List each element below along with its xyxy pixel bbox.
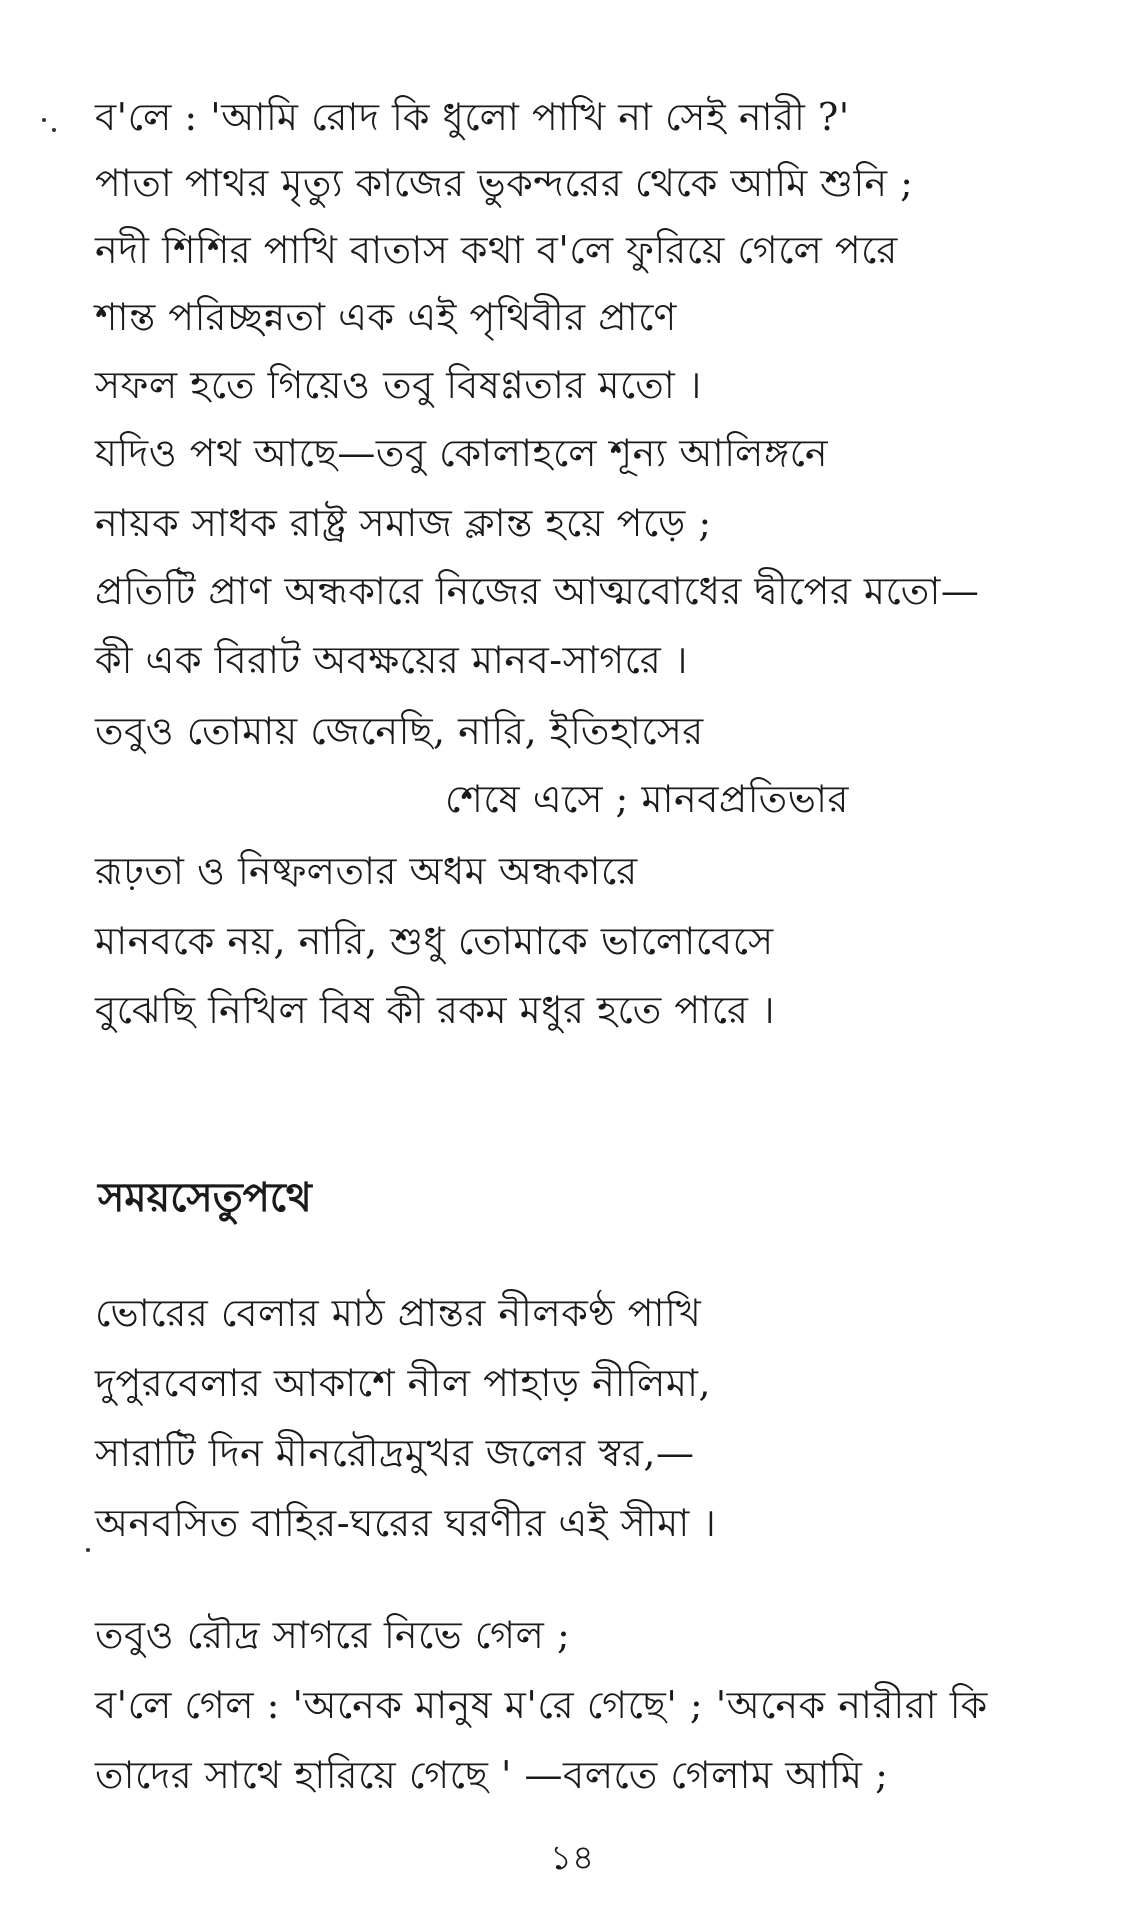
poem-line: ব'লে : 'আমি রোদ কি ধুলো পাখি না সেই নারী ?' xyxy=(95,95,850,139)
print-speck xyxy=(42,118,46,122)
poem-line: তাদের সাথে হারিয়ে গেছে ' —বলতে গেলাম আমি ; xyxy=(95,1753,889,1797)
poem-line: মানবকে নয়, নারি, শুধু তোমাকে ভালোবেসে xyxy=(95,919,774,963)
poem-line: দুপুরবেলার আকাশে নীল পাহাড় নীলিমা, xyxy=(95,1361,712,1405)
poem-line: নদী শিশির পাখি বাতাস কথা ব'লে ফুরিয়ে গেলে পরে xyxy=(95,228,898,272)
poem-line: কী এক বিরাট অবক্ষয়ের মানব-সাগরে । xyxy=(95,638,688,682)
poem-line: ব'লে গেল : 'অনেক মানুষ ম'রে গেছে' ; 'অনেক নারীরা কি xyxy=(95,1683,988,1727)
poem-line: অনবসিত বাহির-ঘরের ঘরণীর এই সীমা । xyxy=(95,1501,717,1545)
poem-line: তবুও রৌদ্র সাগরে নিভে গেল ; xyxy=(95,1613,571,1657)
print-speck xyxy=(86,1548,90,1552)
poem-title: সময়সেতুপথে xyxy=(98,1174,312,1221)
poem-line-indented: শেষে এসে ; মানবপ্রতিভার xyxy=(445,777,849,821)
poem-line: সারাটি দিন মীনরৌদ্রমুখর জলের স্বর,— xyxy=(95,1431,695,1475)
poem-line: তবুও তোমায় জেনেছি, নারি, ইতিহাসের xyxy=(95,709,704,753)
poem-line: সফল হতে গিয়েও তবু বিষণ্ণতার মতো । xyxy=(95,363,702,407)
poem-line: যদিও পথ আছে—তবু কোলাহলে শূন্য আলিঙ্গনে xyxy=(95,431,829,475)
poem-line: পাতা পাথর মৃত্যু কাজের ভুকন্দরের থেকে আমি শুনি ; xyxy=(95,161,914,205)
poem-line: ভোরের বেলার মাঠ প্রান্তর নীলকণ্ঠ পাখি xyxy=(95,1291,702,1335)
poem-line: নায়ক সাধক রাষ্ট্র সমাজ ক্লান্ত হয়ে পড়ে ; xyxy=(95,501,712,545)
poem-line: রূঢ়তা ও নিষ্ফলতার অধম অন্ধকারে xyxy=(95,849,638,893)
print-speck xyxy=(52,128,56,132)
poem-line: বুঝেছি নিখিল বিষ কী রকম মধুর হতে পারে । xyxy=(95,988,776,1032)
poem-line: শান্ত পরিচ্ছন্নতা এক এই পৃথিবীর প্রাণে xyxy=(95,295,677,339)
poem-line: প্রতিটি প্রাণ অন্ধকারে নিজের আত্মবোধের দ্বীপের মতো— xyxy=(95,569,980,613)
page-number: ১৪ xyxy=(549,1838,595,1878)
